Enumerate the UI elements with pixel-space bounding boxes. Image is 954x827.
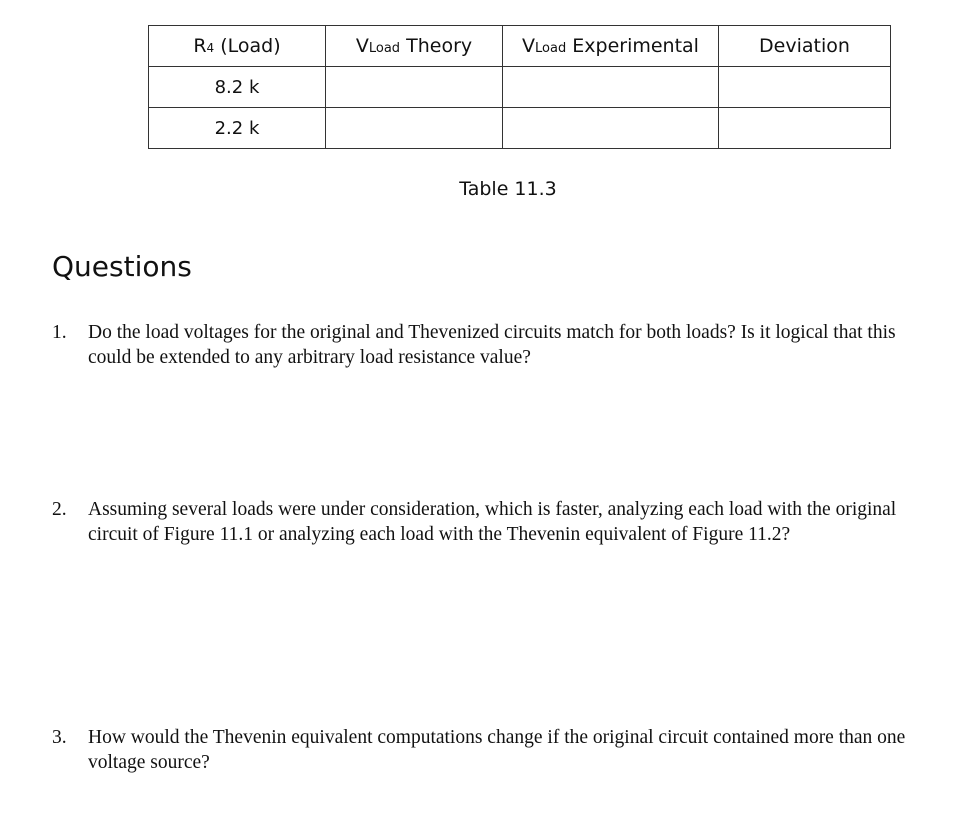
question-number: 2.: [52, 499, 67, 520]
table-row: [149, 108, 891, 149]
theory-cell[interactable]: [326, 108, 503, 149]
results-table: [148, 25, 891, 149]
table-caption: Table 11.3: [459, 178, 557, 200]
load-value-cell: 8.2 k: [149, 67, 326, 108]
table-header-row: [149, 26, 891, 67]
question-text: Assuming several loads were under consideration, which is faster, analyzing each load with the original circuit of Figure 11.1 or analyzing each load with the Thevenin equivalent of Figure 11.2?: [88, 499, 897, 545]
question-text: How would the Thevenin equivalent computations change if the original circuit contained more than one voltage source?: [88, 727, 906, 773]
deviation-cell[interactable]: [719, 67, 891, 108]
theory-cell[interactable]: [326, 67, 503, 108]
header-vload-experimental: VLoad Experimental: [503, 26, 719, 67]
header-vload-theory: VLoad Theory: [326, 26, 503, 67]
question-number: 3.: [52, 727, 67, 748]
question-item: [52, 497, 932, 547]
experimental-cell[interactable]: [503, 108, 719, 149]
questions-heading: Questions: [52, 250, 192, 283]
header-r4-load: R4 (Load): [149, 26, 326, 67]
header-deviation: Deviation: [719, 26, 891, 67]
question-text: Do the load voltages for the original and Thevenized circuits match for both loads? Is it logical that this could be extended to any arbitrary load resistance value?: [88, 322, 896, 368]
experimental-cell[interactable]: [503, 67, 719, 108]
deviation-cell[interactable]: [719, 108, 891, 149]
table-row: [149, 67, 891, 108]
question-number: 1.: [52, 322, 67, 343]
question-item: [52, 725, 932, 775]
question-item: [52, 320, 932, 370]
load-value-cell: 2.2 k: [149, 108, 326, 149]
